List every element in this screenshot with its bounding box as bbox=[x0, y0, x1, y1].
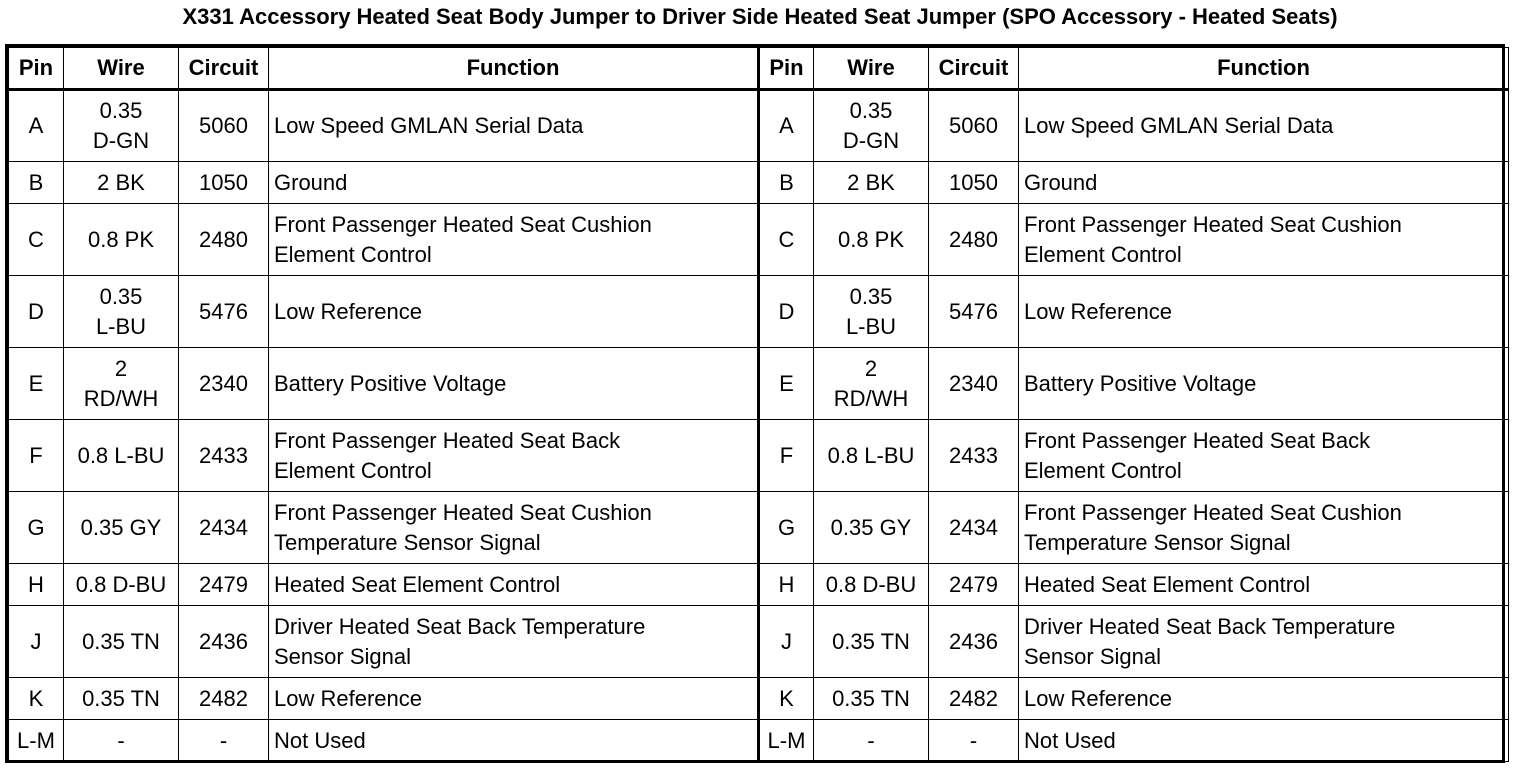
cell-wire: 0.8 D-BU bbox=[814, 564, 929, 606]
cell-function: Front Passenger Heated Seat Back Element Control bbox=[269, 420, 759, 492]
cell-function: Driver Heated Seat Back Temperature Sensor Signal bbox=[269, 606, 759, 678]
cell-circuit: 2479 bbox=[929, 564, 1019, 606]
cell-function: Front Passenger Heated Seat Cushion Temperature Sensor Signal bbox=[1019, 492, 1509, 564]
cell-wire: 0.35 TN bbox=[814, 606, 929, 678]
cell-circuit: 2434 bbox=[179, 492, 269, 564]
cell-function: Low Reference bbox=[1019, 276, 1509, 348]
cell-wire: 0.8 PK bbox=[814, 204, 929, 276]
cell-pin: B bbox=[759, 162, 814, 204]
cell-pin: J bbox=[9, 606, 64, 678]
cell-pin: G bbox=[759, 492, 814, 564]
cell-wire: 0.8 L-BU bbox=[64, 420, 179, 492]
cell-wire: 0.35 D-GN bbox=[64, 90, 179, 162]
header-wire: Wire bbox=[814, 48, 929, 90]
cell-pin: H bbox=[759, 564, 814, 606]
cell-circuit: 5060 bbox=[929, 90, 1019, 162]
cell-wire: 0.35 L-BU bbox=[64, 276, 179, 348]
cell-wire: 2 BK bbox=[814, 162, 929, 204]
cell-wire: 0.35 GY bbox=[814, 492, 929, 564]
cell-wire: 0.35 GY bbox=[64, 492, 179, 564]
cell-pin: D bbox=[9, 276, 64, 348]
cell-wire: 0.35 L-BU bbox=[814, 276, 929, 348]
cell-circuit: 2340 bbox=[179, 348, 269, 420]
cell-function: Battery Positive Voltage bbox=[269, 348, 759, 420]
page-title: X331 Accessory Heated Seat Body Jumper to Driver Side Heated Seat Jumper (SPO Accessory - Heated Seats) bbox=[182, 4, 1338, 29]
cell-function: Battery Positive Voltage bbox=[1019, 348, 1509, 420]
cell-circuit: 2480 bbox=[179, 204, 269, 276]
header-pin: Pin bbox=[9, 48, 64, 90]
cell-function: Low Reference bbox=[269, 678, 759, 720]
cell-wire: 0.35 TN bbox=[64, 678, 179, 720]
cell-circuit: 5476 bbox=[179, 276, 269, 348]
cell-function: Low Speed GMLAN Serial Data bbox=[1019, 90, 1509, 162]
cell-pin: G bbox=[9, 492, 64, 564]
pinout-table bbox=[8, 47, 1509, 762]
cell-circuit: 2436 bbox=[179, 606, 269, 678]
cell-wire: 0.8 L-BU bbox=[814, 420, 929, 492]
table-row bbox=[9, 348, 1509, 420]
cell-pin: C bbox=[759, 204, 814, 276]
cell-pin: L-M bbox=[9, 720, 64, 762]
cell-pin: K bbox=[9, 678, 64, 720]
cell-pin: D bbox=[759, 276, 814, 348]
cell-pin: H bbox=[9, 564, 64, 606]
table-row bbox=[9, 90, 1509, 162]
cell-pin: A bbox=[9, 90, 64, 162]
cell-wire: 2 BK bbox=[64, 162, 179, 204]
table-row bbox=[9, 720, 1509, 762]
header-pin: Pin bbox=[759, 48, 814, 90]
table-row bbox=[9, 162, 1509, 204]
cell-pin: J bbox=[759, 606, 814, 678]
header-wire: Wire bbox=[64, 48, 179, 90]
table-row bbox=[9, 564, 1509, 606]
cell-circuit: 2433 bbox=[929, 420, 1019, 492]
cell-function: Low Reference bbox=[269, 276, 759, 348]
cell-circuit: 1050 bbox=[929, 162, 1019, 204]
table-row bbox=[9, 678, 1509, 720]
cell-pin: F bbox=[759, 420, 814, 492]
cell-function: Front Passenger Heated Seat Back Element Control bbox=[1019, 420, 1509, 492]
cell-circuit: 5476 bbox=[929, 276, 1019, 348]
cell-circuit: 2436 bbox=[929, 606, 1019, 678]
cell-function: Front Passenger Heated Seat Cushion Temperature Sensor Signal bbox=[269, 492, 759, 564]
cell-function: Front Passenger Heated Seat Cushion Element Control bbox=[1019, 204, 1509, 276]
cell-pin: E bbox=[759, 348, 814, 420]
cell-circuit: 2433 bbox=[179, 420, 269, 492]
header-circuit: Circuit bbox=[929, 48, 1019, 90]
cell-pin: B bbox=[9, 162, 64, 204]
header-row bbox=[9, 48, 1509, 90]
header-function: Function bbox=[269, 48, 759, 90]
cell-function: Low Speed GMLAN Serial Data bbox=[269, 90, 759, 162]
cell-wire: - bbox=[64, 720, 179, 762]
cell-wire: 0.35 D-GN bbox=[814, 90, 929, 162]
table-row bbox=[9, 492, 1509, 564]
cell-circuit: 2340 bbox=[929, 348, 1019, 420]
cell-circuit: 2479 bbox=[179, 564, 269, 606]
cell-function: Heated Seat Element Control bbox=[1019, 564, 1509, 606]
cell-wire: 2 RD/WH bbox=[64, 348, 179, 420]
cell-pin: K bbox=[759, 678, 814, 720]
header-function: Function bbox=[1019, 48, 1509, 90]
table-row bbox=[9, 204, 1509, 276]
cell-wire: 0.35 TN bbox=[814, 678, 929, 720]
cell-pin: F bbox=[9, 420, 64, 492]
cell-pin: L-M bbox=[759, 720, 814, 762]
cell-circuit: 2482 bbox=[179, 678, 269, 720]
cell-function: Ground bbox=[269, 162, 759, 204]
cell-circuit: 2434 bbox=[929, 492, 1019, 564]
cell-pin: E bbox=[9, 348, 64, 420]
table-row bbox=[9, 420, 1509, 492]
cell-circuit: 2482 bbox=[929, 678, 1019, 720]
cell-wire: 0.8 PK bbox=[64, 204, 179, 276]
cell-pin: C bbox=[9, 204, 64, 276]
cell-circuit: 2480 bbox=[929, 204, 1019, 276]
cell-function: Heated Seat Element Control bbox=[269, 564, 759, 606]
cell-pin: A bbox=[759, 90, 814, 162]
cell-function: Front Passenger Heated Seat Cushion Element Control bbox=[269, 204, 759, 276]
cell-function: Low Reference bbox=[1019, 678, 1509, 720]
cell-circuit: - bbox=[929, 720, 1019, 762]
cell-wire: - bbox=[814, 720, 929, 762]
cell-function: Driver Heated Seat Back Temperature Sensor Signal bbox=[1019, 606, 1509, 678]
cell-wire: 0.8 D-BU bbox=[64, 564, 179, 606]
header-circuit: Circuit bbox=[179, 48, 269, 90]
cell-function: Ground bbox=[1019, 162, 1509, 204]
cell-function: Not Used bbox=[1019, 720, 1509, 762]
table-row bbox=[9, 276, 1509, 348]
cell-circuit: - bbox=[179, 720, 269, 762]
table-row bbox=[9, 606, 1509, 678]
cell-circuit: 5060 bbox=[179, 90, 269, 162]
pinout-table-frame bbox=[5, 44, 1505, 763]
cell-circuit: 1050 bbox=[179, 162, 269, 204]
cell-wire: 0.35 TN bbox=[64, 606, 179, 678]
cell-wire: 2 RD/WH bbox=[814, 348, 929, 420]
cell-function: Not Used bbox=[269, 720, 759, 762]
